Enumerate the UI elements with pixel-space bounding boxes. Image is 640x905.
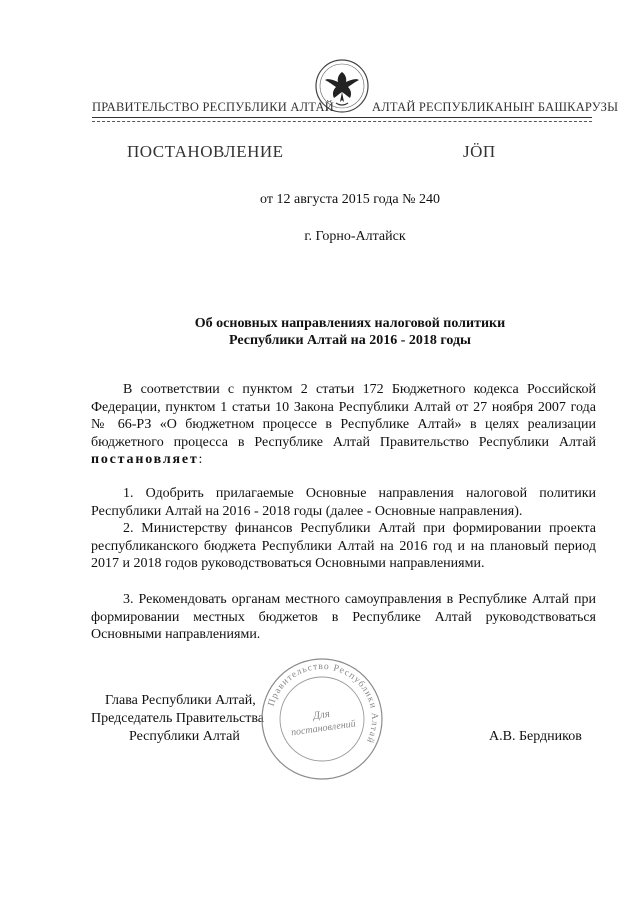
title-line-1: Об основных направлениях налоговой политики [194, 316, 506, 331]
svg-text:Для: Для [312, 707, 331, 723]
title-line-2: Республики Алтай на 2016 - 2018 годы [229, 333, 471, 348]
signatory-title-1: Глава Республики Алтай, [105, 693, 256, 708]
org-name-altai: АЛТАЙ РЕСПУБЛИКАНЫҤ БАШКАРУЗЫ [372, 100, 619, 114]
document-date-number: от 12 августа 2015 года № 240 [260, 192, 440, 207]
decree-colon: : [198, 452, 203, 467]
item-3: 3. Рекомендовать органам местного самоуправления в Республике Алтай при формировании местных бюджетов в Республике Алтай руководствоваться Основными направлениями. [91, 592, 596, 642]
signatory-title-2: Председатель Правительства [91, 711, 264, 726]
svg-text:Правительство Республики Алтай: Правительство Республики Алтай [266, 661, 380, 745]
preamble-paragraph [91, 381, 596, 469]
signatory-title-3: Республики Алтай [129, 729, 240, 744]
header-divider-dashed [92, 121, 592, 122]
document-title [120, 315, 580, 349]
signatory-name: А.В. Бердников [489, 729, 582, 744]
document-city: г. Горно-Алтайск [304, 229, 406, 244]
header-divider [92, 117, 592, 118]
decree-word: постановляет [91, 452, 199, 467]
doc-type-russian: ПОСТАНОВЛЕНИЕ [127, 142, 284, 161]
svg-text:постановлений: постановлений [290, 718, 357, 739]
item-1: 1. Одобрить прилагаемые Основные направления налоговой политики Республики Алтай на 2016 - 2018 годы (далее - Основные направления). [91, 486, 596, 519]
doc-type-altai: ЈӦП [463, 142, 496, 161]
official-stamp [258, 655, 386, 783]
item-2: 2. Министерству финансов Республики Алтай при формировании проекта республиканского бюджета Республики Алтай на 2016 год и на плановый период 2017 и 2018 годов руководствоваться Основными направлениями. [91, 521, 596, 571]
org-name-russian: ПРАВИТЕЛЬСТВО РЕСПУБЛИКИ АЛТАЙ [92, 100, 334, 114]
preamble-text: В соответствии с пунктом 2 статьи 172 Бюджетного кодекса Российской Федерации, пунктом 1 статьи 10 Закона Республики Алтай от 27 ноября 2007 года № 66-РЗ «О бюджетном процессе в Республике Алтай» в целях реализации бюджетного процесса в Республике Алтай Правительство Республики Алтай [91, 382, 596, 450]
